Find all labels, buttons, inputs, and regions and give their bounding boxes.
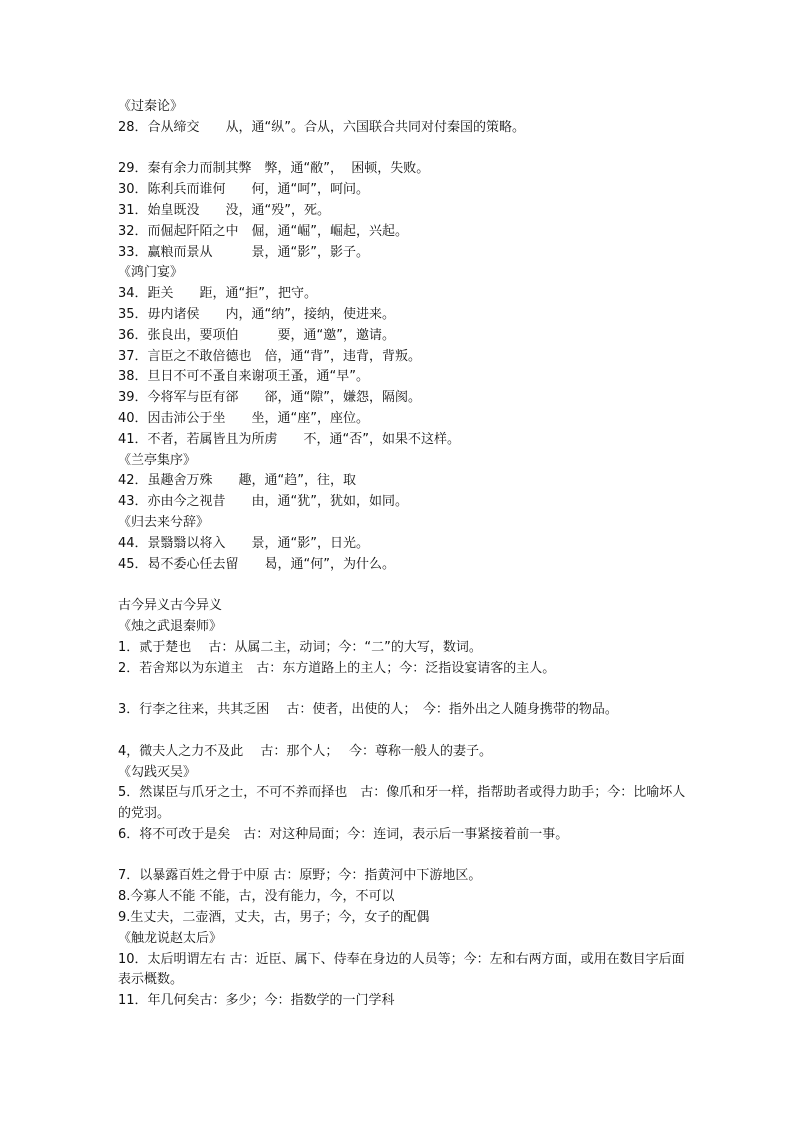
section-heading: 《兰亭集序》 (118, 452, 197, 468)
section-heading: 《烛之武退秦师》 (118, 618, 223, 634)
text-line: 5．然谋臣与爪牙之士，不可不养而择也 古：像爪和牙一样，指帮助者或得力助手；今：比喻坏人的党羽。 (118, 785, 686, 822)
section-heading: 《勾践灭吴》 (118, 764, 197, 780)
blank-line (118, 679, 693, 700)
text-line: 43．亦由今之视昔 由，通“犹”，犹如，如同。 (118, 494, 409, 510)
section-heading: 古今异义古今异义 (118, 598, 223, 614)
blank-line (118, 139, 693, 160)
text-line: 33．赢粮而景从 景，通“影”，影子。 (118, 244, 370, 260)
document-page (118, 97, 693, 1012)
text-line: 1．贰于楚也 古：从属二主，动词；今：“二”的大写，数词。 (118, 639, 482, 655)
text-line: 35．毋内诸侯 内，通“纳”，接纳，使进来。 (118, 306, 396, 322)
text-line: 42．虽趣舍万殊 趣，通“趋”，往，取 (118, 473, 357, 489)
blank-line (118, 575, 693, 596)
text-line: 41．不者，若属皆且为所虏 不，通“否”，如果不这样。 (118, 431, 461, 447)
text-line: 30．陈利兵而谁何 何，通“呵”，呵问。 (118, 182, 370, 198)
section-heading: 《触龙说赵太后》 (118, 930, 223, 946)
text-line: 36．张良出，要项伯 要，通“邀”，邀请。 (118, 327, 396, 343)
text-line: 44．景翳翳以将入 景，通“影”，日光。 (118, 535, 370, 551)
text-line: 11．年几何矣古：多少；今：指数学的一门学科 (118, 993, 395, 1009)
blank-line (118, 721, 693, 742)
section-heading: 《过秦论》 (118, 99, 184, 114)
text-line: 31．始皇既没 没，通“殁”，死。 (118, 202, 331, 218)
text-line: 2．若舍郑以为东道主 古：东方道路上的主人；今：泛指设宴请客的主人。 (118, 660, 556, 676)
text-line: 29．秦有余力而制其弊 弊，通“敝”， 困顿，失败。 (118, 161, 430, 177)
text-line: 7．以暴露百姓之骨于中原 古：原野；今：指黄河中下游地区。 (118, 868, 482, 884)
text-line: 39．今将军与臣有郤 郤，通“隙”，嫌怨，隔阂。 (118, 390, 422, 406)
blank-line (118, 846, 693, 867)
text-line: 9.生丈夫，二壶酒，丈夫，古，男子；今，女子的配偶 (118, 910, 430, 926)
text-line: 28．合从缔交 从，通“纵”。合从，六国联合共同对付秦国的策略。 (118, 119, 526, 135)
section-heading: 《鸿门宴》 (118, 265, 184, 281)
text-line: 40．因击沛公于坐 坐，通“座”，座位。 (118, 410, 370, 426)
text-line: 32．而倔起阡陌之中 倔，通“崛”，崛起，兴起。 (118, 223, 409, 239)
text-line: 38．旦日不可不蚤自来谢项王蚤，通“早”。 (118, 369, 370, 385)
section-heading: 《归去来兮辞》 (118, 514, 210, 530)
text-line: 37．言臣之不敢倍德也 倍，通“背”，违背，背叛。 (118, 348, 422, 364)
text-line: 8.今寡人不能 不能，古，没有能力，今，不可以 (118, 889, 395, 905)
text-line: 4，微夫人之力不及此 古：那个人； 今：尊称一般人的妻子。 (118, 743, 493, 759)
text-line: 3．行李之往来，共其乏困 古：使者，出使的人； 今：指外出之人随身携带的物品。 (118, 702, 618, 718)
text-line: 10．太后明谓左右 古：近臣、属下、侍奉在身边的人员等；今：左和右两方面，或用在数目字后面表示概数。 (118, 951, 685, 988)
text-line: 45．曷不委心任去留 曷，通“何”，为什么。 (118, 556, 396, 572)
text-line: 6．将不可改于是矣 古：对这种局面；今：连词，表示后一事紧接着前一事。 (118, 826, 569, 842)
text-line: 34．距关 距，通“拒”，把守。 (118, 286, 318, 302)
